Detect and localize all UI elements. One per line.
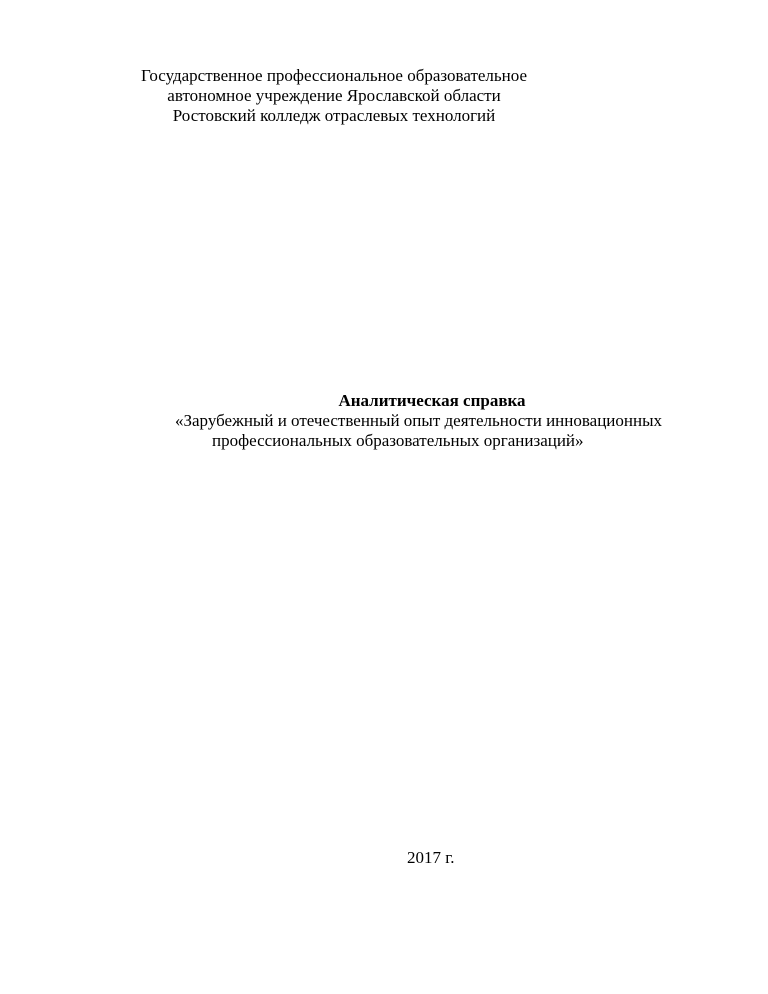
title-block <box>0 391 768 451</box>
document-year: 2017 г. <box>407 848 455 867</box>
organization-header <box>0 66 768 126</box>
organization-line-1: Государственное профессиональное образовательное <box>140 66 528 85</box>
organization-line-3: Ростовский колледж отраслевых технологий <box>172 106 496 125</box>
document-type-title: Аналитическая справка <box>338 391 526 410</box>
document-subject-line-1: «Зарубежный и отечественный опыт деятельности инновационных <box>175 411 663 430</box>
organization-line-2: автономное учреждение Ярославской области <box>167 86 501 105</box>
document-subject-line-2: профессиональных образовательных организаций» <box>212 431 584 450</box>
